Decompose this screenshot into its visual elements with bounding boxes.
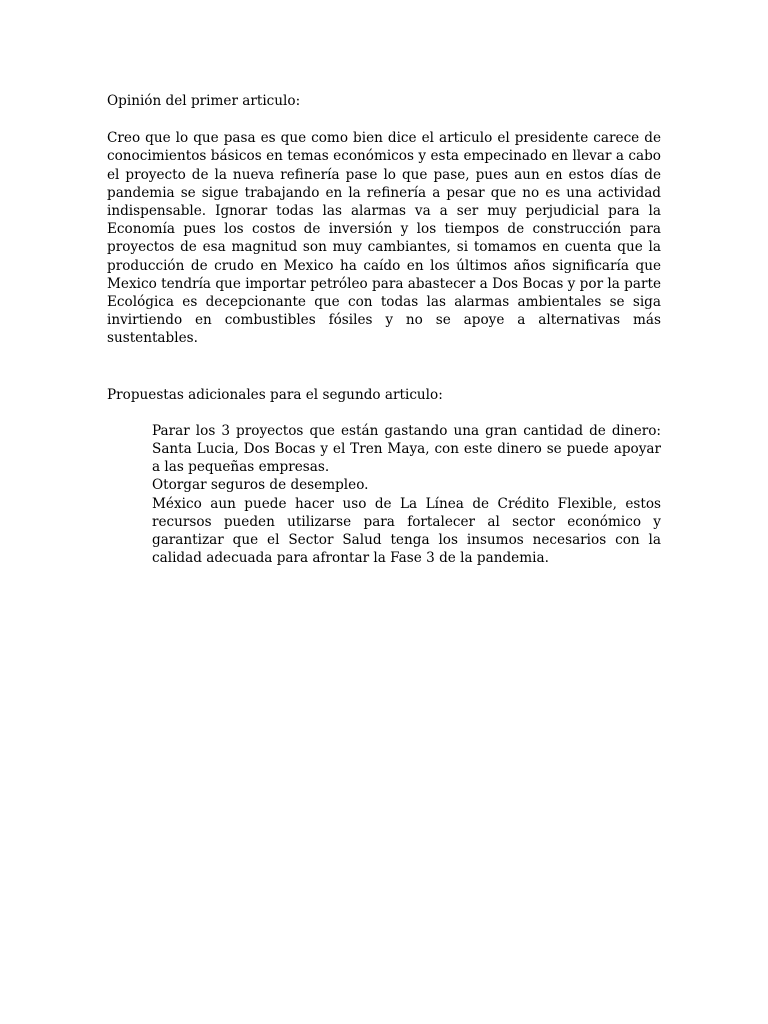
document-page: [107, 92, 661, 567]
list-item: Parar los 3 proyectos que están gastando una gran cantidad de dinero: Santa Lucia, Dos Bocas y el Tren Maya, con este dinero se puede apoyar a las pequeñas empresas.: [152, 422, 661, 476]
heading-first-article: Opinión del primer articulo:: [107, 93, 301, 109]
list-item: México aun puede hacer uso de La Línea de Crédito Flexible, estos recursos pueden utilizarse para fortalecer al sector económico y garantizar que el Sector Salud tenga los insumos necesarios con la calidad adecuada para afrontar la Fase 3 de la pandemia.: [152, 495, 661, 567]
heading-second-article: Propuestas adicionales para el segundo articulo:: [107, 386, 443, 403]
list-item: Otorgar seguros de desempleo.: [152, 477, 369, 494]
opinion-paragraph: Creo que lo que pasa es que como bien dice el articulo el presidente carece de conocimientos básicos en temas económicos y esta empecinado en llevar a cabo el proyecto de la nueva refinería pase lo que pase, pues aun en estos días de pandemia se sigue trabajando en la refinería a pesar que no es una actividad indispensable. Ignorar todas las alarmas va a ser muy perjudicial para la Economía pues los costos de inversión y los tiempos de construcción para proyectos de esa magnitud son muy cambiantes, si tomamos en cuenta que la producción de crudo en Mexico ha caído en los últimos años significaría que Mexico tendría que importar petróleo para abastecer a Dos Bocas y por la parte Ecológica es decepcionante que con todas las alarmas ambientales se siga invirtiendo en combustibles fósiles y no se apoye a alternativas más sustentables.: [107, 130, 661, 347]
proposals-list: [107, 422, 661, 568]
